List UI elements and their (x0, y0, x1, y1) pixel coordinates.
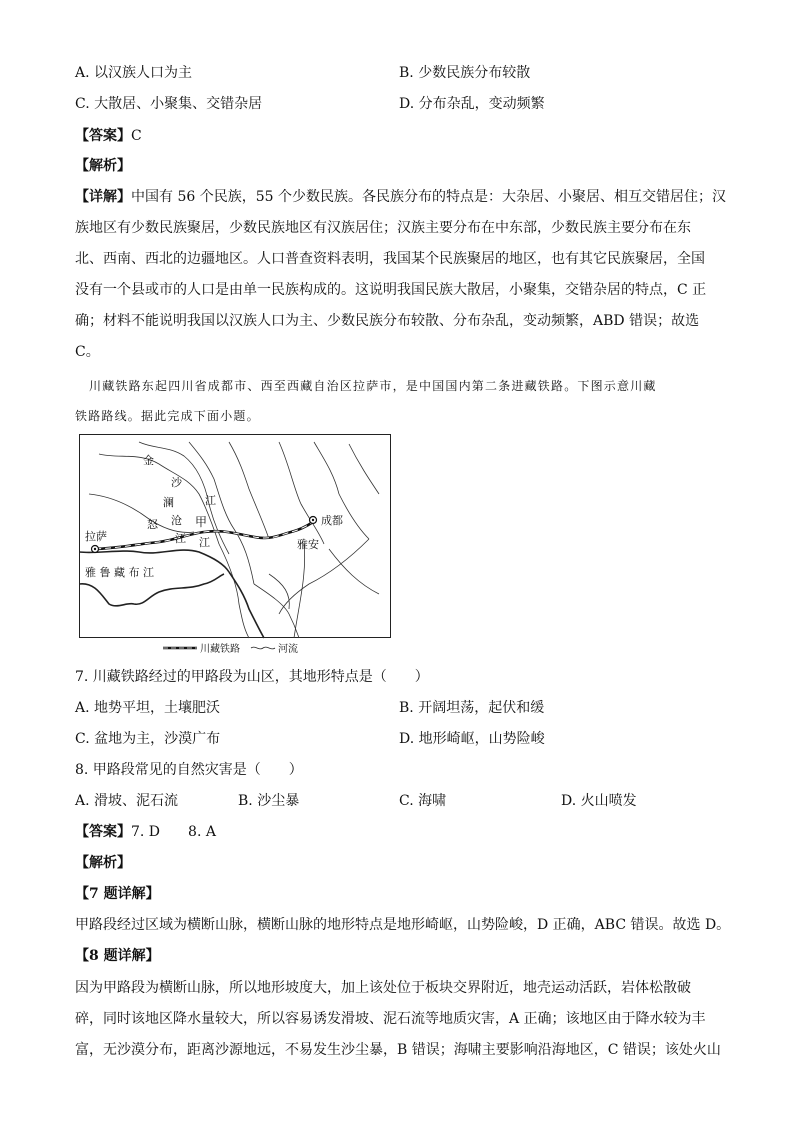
q6-detail-line-4: 没有一个县或市的人口是由单一民族构成的。这说明我国民族大散居，小聚集，交错杂居的特点，C 正 (75, 282, 707, 298)
label-sha: 沙 (171, 476, 182, 489)
label-lan: 澜 (163, 496, 174, 509)
label-chengdu: 成都 (321, 514, 343, 527)
q6-detail-line-1 (75, 187, 726, 207)
q7-stem: 7. 川藏铁路经过的甲路段为山区，其地形特点是（ ） (75, 669, 429, 685)
label-yaan: 雅安 (297, 538, 319, 551)
q7-option-b: B. 开阔坦荡，起伏和缓 (399, 700, 545, 716)
label-jiang-1: 江 (205, 494, 216, 507)
q78-answer (75, 822, 715, 842)
legend-rail-label: 川藏铁路 (200, 644, 240, 655)
label-cang: 沧 (171, 514, 182, 527)
q8-option-c: C. 海啸 (399, 793, 447, 809)
q6-answer (75, 126, 715, 146)
q8-stem: 8. 甲路段常见的自然灾害是（ ） (75, 762, 303, 778)
label-lhasa: 拉萨 (85, 530, 107, 543)
answer-label: 【答案】 (75, 824, 131, 840)
answer-value: C (131, 128, 142, 144)
intro-line-1: 川藏铁路东起四川省成都市、西至西藏自治区拉萨市，是中国国内第二条进藏铁路。下图示意川藏 (89, 379, 657, 393)
label-yarlung: 雅 鲁 藏 布 江 (85, 566, 154, 579)
q8-detail-line-2: 碎，同时该地区降水量较大，所以容易诱发滑坡、泥石流等地质灾害，A 正确；该地区由于降水较为丰 (75, 1011, 706, 1027)
q6-option-d: D. 分布杂乱，变动频繁 (399, 96, 545, 112)
q8-option-a: A. 滑坡、泥石流 (75, 793, 179, 809)
detail-label: 【详解】 (75, 189, 131, 205)
q8-option-b: B. 沙尘暴 (238, 793, 300, 809)
q8-detail-label: 【8 题详解】 (75, 948, 160, 964)
q7-detail-label: 【7 题详解】 (75, 886, 160, 902)
legend-river-label: 河流 (278, 644, 298, 655)
label-jin: 金 (143, 454, 154, 467)
q7-option-c: C. 盆地为主，沙漠广布 (75, 731, 221, 747)
q6-option-a: A. 以汉族人口为主 (75, 65, 193, 81)
answer-label: 【答案】 (75, 128, 131, 144)
q6-option-b: B. 少数民族分布较散 (399, 65, 531, 81)
label-jiang-3: 江 (199, 536, 210, 549)
q7-option-d: D. 地形崎岖，山势险峻 (399, 731, 545, 747)
q6-detail-line-6: C。 (75, 344, 100, 360)
answer-value: 7. D 8. A (131, 824, 216, 840)
q8-option-d: D. 火山喷发 (561, 793, 637, 809)
q6-detail-line-5: 确；材料不能说明我国以汉族人口为主、少数民族分布较散、分布杂乱，变动频繁，ABD 错误；故选 (75, 313, 700, 329)
q78-analysis-label: 【解析】 (75, 855, 131, 871)
detail-text: 中国有 56 个民族，55 个少数民族。各民族分布的特点是：大杂居、小聚居、相互交错居住；汉 (131, 189, 726, 205)
q7-detail-text: 甲路段经过区域为横断山脉，横断山脉的地形特点是地形崎岖，山势险峻，D 正确，ABC 错误。故选 D。 (75, 917, 731, 933)
intro-line-2: 铁路路线。据此完成下面小题。 (75, 409, 260, 423)
railway-map (79, 434, 391, 656)
map-legend (163, 642, 298, 655)
map-frame (80, 435, 391, 638)
label-jiang-2: 江 (175, 532, 186, 545)
q7-option-a: A. 地势平坦，土壤肥沃 (75, 700, 221, 716)
label-jia: 甲 (195, 515, 208, 529)
q8-detail-line-1: 因为甲路段为横断山脉，所以地形坡度大，加上该处位于板块交界附近，地壳运动活跃，岩体松散破 (75, 980, 691, 996)
legend-river-swatch (251, 647, 275, 649)
q6-detail-line-2: 族地区有少数民族聚居，少数民族地区有汉族居住；汉族主要分布在中东部，少数民族主要分布在东 (75, 220, 691, 236)
q6-option-c: C. 大散居、小聚集、交错杂居 (75, 96, 263, 112)
q8-detail-line-3: 富，无沙漠分布，距离沙源地远，不易发生沙尘暴，B 错误；海啸主要影响沿海地区，C 错误；该处火山 (75, 1042, 721, 1058)
label-nu: 怒 (147, 518, 158, 531)
q6-analysis-label: 【解析】 (75, 158, 131, 174)
q6-detail-line-3: 北、西南、西北的边疆地区。人口普查资料表明，我国某个民族聚居的地区，也有其它民族聚居，全国 (75, 251, 705, 267)
